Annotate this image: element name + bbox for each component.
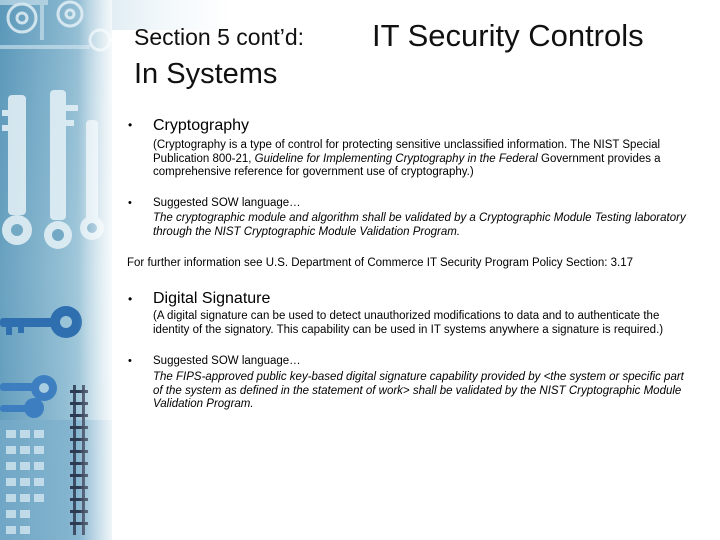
sidebar-fade: [0, 0, 112, 540]
sow-text: The FIPS-approved public key-based digital signature capability provided by <the system or specific part of the system as defined in the statement of work> shall be validated by the NIST Cryptographic Module Validation Program.: [153, 371, 684, 410]
page-title: IT Security Controls: [372, 18, 644, 53]
description-text: Government provides a comprehensive reference for government use of cryptography.): [153, 152, 661, 178]
bullet-icon: •: [128, 197, 132, 209]
digital-signature-description: (A digital signature can be used to detect unauthorized modifications to data and to authenticate the identity of the signatory. This capability can be used in IT systems anywhere a signature is required.): [153, 310, 664, 336]
cryptography-description: [153, 139, 693, 180]
publication-title: Guideline for Implementing Cryptography in the Federal: [254, 152, 538, 165]
bullet-icon: •: [128, 355, 132, 367]
section-heading-cryptography: Cryptography: [153, 117, 250, 134]
description-text: (Cryptography is a type of control for protecting sensitive unclassified information. The NIST Special Publication 800-21,: [153, 139, 661, 165]
title-section-label: Section 5 cont’d:: [134, 24, 305, 50]
section-heading-digital-signature: Digital Signature: [153, 290, 271, 307]
decorative-sidebar: [0, 0, 112, 540]
sow-text: The cryptographic module and algorithm shall be validated by a Cryptographic Module Testing laboratory through the NIST Cryptographic Module Validation Program.: [153, 212, 686, 238]
page-title-line2: In Systems: [134, 58, 278, 90]
bullet-icon: •: [128, 292, 133, 306]
sow-label: Suggested SOW language…: [153, 355, 301, 367]
sow-label: Suggested SOW language…: [153, 197, 301, 209]
bullet-icon: •: [128, 118, 133, 132]
further-info-note: For further information see U.S. Department of Commerce IT Security Program Policy Section: 3.17: [127, 257, 633, 269]
